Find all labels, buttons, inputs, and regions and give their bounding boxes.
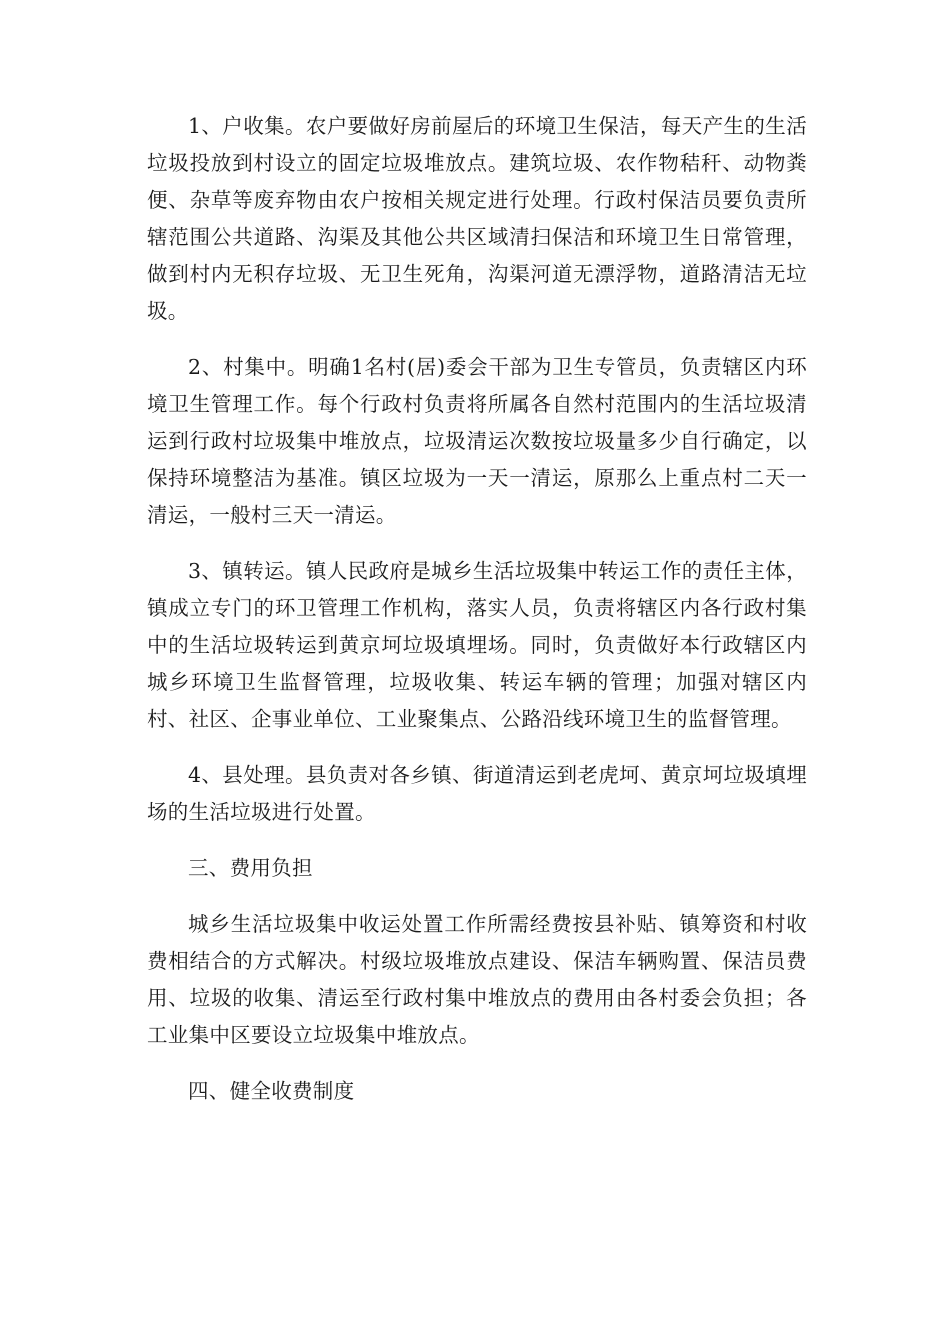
- paragraph-county-processing: 4、县处理。县负责对各乡镇、街道清运到老虎坷、黄京坷垃圾填埋场的生活垃圾进行处置。: [147, 763, 807, 824]
- paragraph-cost-sharing: 城乡生活垃圾集中收运处置工作所需经费按县补贴、镇筹资和村收费相结合的方式解决。村级垃圾堆放点建设、保洁车辆购置、保洁员费用、垃圾的收集、清运至行政村集中堆放点的费用由各村委会负担；各工业集中区要设立垃圾集中堆放点。: [147, 912, 807, 1047]
- document-body: [147, 108, 807, 1129]
- section-heading-fee-system: 四、健全收费制度: [188, 1079, 355, 1103]
- paragraph-town-transfer: 3、镇转运。镇人民政府是城乡生活垃圾集中转运工作的责任主体，镇成立专门的环卫管理工作机构，落实人员，负责将辖区内各行政村集中的生活垃圾转运到黄京坷垃圾填埋场。同时，负责做好本行政辖区内城乡环境卫生监督管理，垃圾收集、转运车辆的管理；加强对辖区内村、社区、企事业单位、工业聚集点、公路沿线环境卫生的监督管理。: [147, 559, 807, 731]
- paragraph-village-concentration: 2、村集中。明确1名村(居)委会干部为卫生专管员，负责辖区内环境卫生管理工作。每个行政村负责将所属各自然村范围内的生活垃圾清运到行政村垃圾集中堆放点，垃圾清运次数按垃圾量多少自行确定，以保持环境整洁为基准。镇区垃圾为一天一清运，原那么上重点村二天一清运，一般村三天一清运。: [147, 355, 807, 527]
- section-heading-cost-sharing: 三、费用负担: [188, 856, 313, 880]
- paragraph-household-collection: 1、户收集。农户要做好房前屋后的环境卫生保洁，每天产生的生活垃圾投放到村设立的固定垃圾堆放点。建筑垃圾、农作物秸秆、动物粪便、杂草等废弃物由农户按相关规定进行处理。行政村保洁员要负责所辖范围公共道路、沟渠及其他公共区域清扫保洁和环境卫生日常管理，做到村内无积存垃圾、无卫生死角，沟渠河道无漂浮物，道路清洁无垃圾。: [147, 114, 807, 323]
